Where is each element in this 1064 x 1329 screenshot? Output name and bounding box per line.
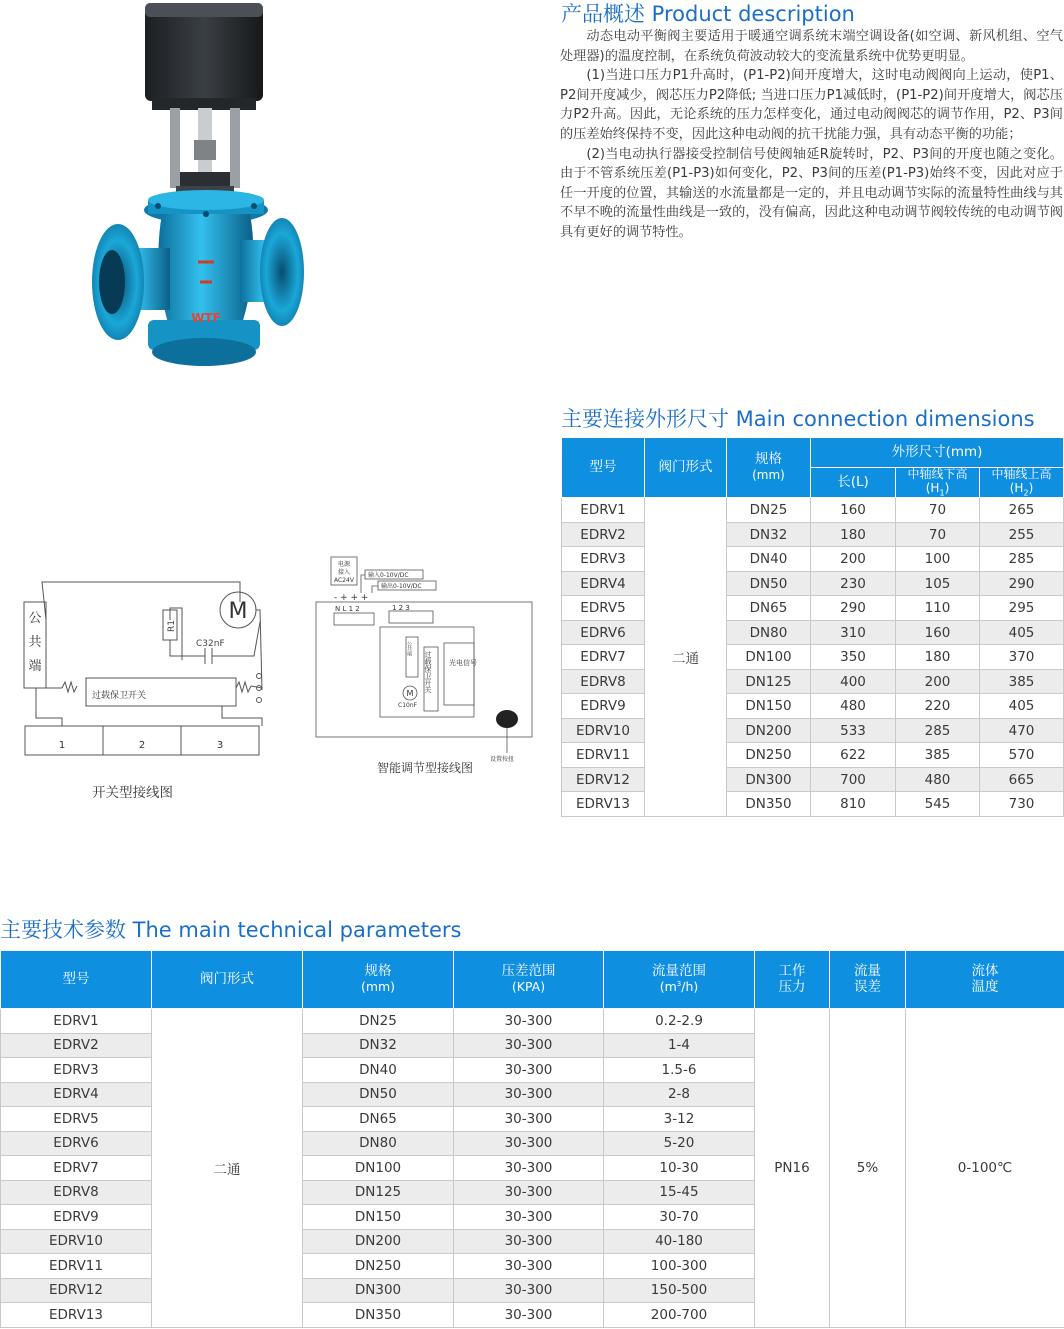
cell-length: 290 (811, 596, 896, 621)
valve-product-image (90, 0, 310, 385)
dim-header-length: 长(L) (811, 468, 896, 498)
cell-pressure-diff: 30-300 (454, 1009, 604, 1034)
cell-h1: 105 (896, 571, 980, 596)
valve-cast-label: WTF (191, 311, 221, 325)
cell-h1: 220 (896, 694, 980, 719)
cell-flow-range: 10-30 (604, 1156, 755, 1181)
cell-model: EDRV6 (562, 620, 645, 645)
cell-pressure-diff: 30-300 (454, 1107, 604, 1132)
smart-wiring-diagram (312, 555, 537, 765)
common-label-2: 共 (28, 635, 42, 650)
cell-model: EDRV9 (1, 1205, 152, 1230)
cell-length: 622 (811, 743, 896, 768)
cell-flow-range: 1.5-6 (604, 1058, 755, 1083)
cell-pressure-diff: 30-300 (454, 1082, 604, 1107)
cell-flow-range: 30-70 (604, 1205, 755, 1230)
overload-switch-label: 过载保卫开关 (92, 691, 147, 701)
cell-model: EDRV8 (1, 1180, 152, 1205)
cell-model: EDRV7 (562, 645, 645, 670)
cell-spec: DN125 (303, 1180, 454, 1205)
cell-flow-range: 3-12 (604, 1107, 755, 1132)
common-label-1: 公 (28, 611, 42, 626)
cell-model: EDRV3 (562, 547, 645, 572)
capacitor-label: C32nF (196, 639, 225, 649)
tech-header-pressure-diff: 压差范围 (KPA) (454, 951, 604, 1009)
cell-h2: 290 (980, 571, 1064, 596)
cell-flow-error: 5% (830, 1009, 906, 1328)
cell-model: EDRV6 (1, 1131, 152, 1156)
power-label-2: 接入 (337, 569, 351, 576)
cell-spec: DN65 (727, 596, 811, 621)
table-row (562, 669, 1064, 694)
cell-spec: DN80 (303, 1131, 454, 1156)
cell-model: EDRV4 (1, 1082, 152, 1107)
terminal-2: 2 (138, 740, 146, 751)
switch-wiring-diagram (22, 560, 272, 760)
cell-spec: DN200 (303, 1229, 454, 1254)
cell-flow-range: 40-180 (604, 1229, 755, 1254)
cell-length: 160 (811, 498, 896, 523)
cell-length: 700 (811, 767, 896, 792)
table-row (562, 718, 1064, 743)
cell-flow-range: 0.2-2.9 (604, 1009, 755, 1034)
cell-model: EDRV13 (1, 1303, 152, 1328)
cell-work-pressure: PN16 (755, 1009, 830, 1328)
cell-h2: 570 (980, 743, 1064, 768)
dim-header-h2: 中轴线上高$(H_2)$ (980, 468, 1064, 498)
polarity-signs: - + + + (334, 593, 369, 603)
table-row (562, 571, 1064, 596)
cell-flow-range: 100-300 (604, 1254, 755, 1279)
common-label: 公共端 (406, 641, 412, 656)
table-row (562, 547, 1064, 572)
cell-length: 310 (811, 620, 896, 645)
dim-header-model: 型号 (562, 438, 645, 498)
set-button-label: 设置按扭 (490, 756, 515, 763)
table-row (562, 498, 1064, 523)
table-row (562, 645, 1064, 670)
cell-h2: 405 (980, 694, 1064, 719)
description-title: 产品概述 Product description (561, 2, 855, 26)
cell-model: EDRV12 (1, 1278, 152, 1303)
cell-model: EDRV4 (562, 571, 645, 596)
cell-pressure-diff: 30-300 (454, 1254, 604, 1279)
cell-length: 230 (811, 571, 896, 596)
cell-spec: DN65 (303, 1107, 454, 1132)
cell-model: EDRV2 (562, 522, 645, 547)
terminal-labels-right: 1 2 3 (392, 604, 410, 612)
cell-h1: 160 (896, 620, 980, 645)
cell-h2: 730 (980, 792, 1064, 817)
table-row (562, 522, 1064, 547)
output-label: 输出0-10V/DC (381, 583, 422, 590)
cell-spec: DN350 (727, 792, 811, 817)
cell-spec: DN25 (727, 498, 811, 523)
switch-diagram-caption: 开关型接线图 (92, 785, 173, 801)
cell-h1: 480 (896, 767, 980, 792)
cell-h1: 545 (896, 792, 980, 817)
description-paragraph: 动态电动平衡阀主要适用于暖通空调系统末端空调设备(如空调、新风机组、空气处理器)的温度控制，在系统负荷波动较大的变流量系统中优势更明显。 (560, 29, 1063, 64)
motor-symbol: M (228, 599, 248, 624)
cell-spec: DN40 (727, 547, 811, 572)
tech-header-spec: 规格 (mm) (303, 951, 454, 1009)
cell-length: 533 (811, 718, 896, 743)
tech-header-work-pressure: 工作 压力 (755, 951, 830, 1009)
dim-header-spec: 规格 (mm) (727, 438, 811, 498)
cell-pressure-diff: 30-300 (454, 1131, 604, 1156)
cell-model: EDRV12 (562, 767, 645, 792)
dim-header-h1: 中轴线下高$(H_1)$ (896, 468, 980, 498)
cell-h2: 405 (980, 620, 1064, 645)
cell-length: 810 (811, 792, 896, 817)
cell-pressure-diff: 30-300 (454, 1229, 604, 1254)
cell-spec: DN300 (303, 1278, 454, 1303)
cell-model: EDRV11 (562, 743, 645, 768)
cell-length: 350 (811, 645, 896, 670)
cell-spec: DN100 (303, 1156, 454, 1181)
cell-model: EDRV3 (1, 1058, 152, 1083)
terminal-1: 1 (58, 740, 66, 751)
tech-header-flow: 流量范围 $(m^3/h)$ (604, 951, 755, 1009)
tech-header-fluid-temp: 流体 温度 (906, 951, 1064, 1009)
table-row (562, 596, 1064, 621)
cell-pressure-diff: 30-300 (454, 1303, 604, 1328)
cell-h2: 470 (980, 718, 1064, 743)
cell-spec: DN32 (727, 522, 811, 547)
description-text (560, 27, 1063, 243)
cell-spec: DN32 (303, 1033, 454, 1058)
cell-fluid-temp: 0-100℃ (906, 1009, 1064, 1328)
power-label-1: 电源 (337, 561, 351, 568)
cell-spec: DN125 (727, 669, 811, 694)
cell-flow-range: 5-20 (604, 1131, 755, 1156)
table-row (562, 620, 1064, 645)
dim-header-outer: 外形尺寸(mm) (811, 438, 1064, 468)
set-button-icon (496, 710, 518, 728)
cell-pressure-diff: 30-300 (454, 1180, 604, 1205)
cell-model: EDRV10 (562, 718, 645, 743)
cell-spec: DN300 (727, 767, 811, 792)
cell-model: EDRV9 (562, 694, 645, 719)
cell-model: EDRV1 (562, 498, 645, 523)
cell-spec: DN200 (727, 718, 811, 743)
dim-header-valve-type: 阀门形式 (645, 438, 727, 498)
cell-spec: DN40 (303, 1058, 454, 1083)
cell-valve-type: 二通 (645, 498, 727, 817)
dimensions-title: 主要连接外形尺寸 Main connection dimensions (561, 407, 1035, 431)
cell-pressure-diff: 30-300 (454, 1278, 604, 1303)
cell-spec: DN350 (303, 1303, 454, 1328)
cell-h1: 70 (896, 498, 980, 523)
cell-pressure-diff: 30-300 (454, 1033, 604, 1058)
cell-spec: DN150 (303, 1205, 454, 1230)
cell-flow-range: 200-700 (604, 1303, 755, 1328)
cell-spec: DN250 (303, 1254, 454, 1279)
cell-h1: 385 (896, 743, 980, 768)
table-row (562, 792, 1064, 817)
description-paragraph: (1)当进口压力P1升高时，(P1-P2)间开度增大，这时电动阀阀向上运动，使P1、P2间开度减少，阀芯压力P2降低; 当进口压力P1减低时，(P1-P2)间开度增大，阀芯压力P2升高。因此，无论系统的压力怎样变化，通过电动阀阀芯的调节作用，P2、P3间的压差始终保持不变，因此这种电动阀的抗干扰能力强，具有动态平衡的功能； (560, 68, 1063, 142)
dimensions-table (561, 437, 1064, 817)
cell-h1: 110 (896, 596, 980, 621)
smart-diagram-caption: 智能调节型接线图 (377, 761, 474, 775)
cell-spec: DN80 (727, 620, 811, 645)
cell-model: EDRV5 (562, 596, 645, 621)
tech-params-table (0, 950, 1064, 1328)
tech-header-flow-error: 流量 误差 (830, 951, 906, 1009)
table-row (1, 1009, 1064, 1034)
cell-model: EDRV2 (1, 1033, 152, 1058)
cell-flow-range: 1-4 (604, 1033, 755, 1058)
tech-header-valve-type: 阀门形式 (152, 951, 303, 1009)
cell-length: 200 (811, 547, 896, 572)
terminal-labels-left: N L 1 2 (335, 605, 360, 613)
r1-label: R1 (167, 620, 177, 632)
cell-spec: DN100 (727, 645, 811, 670)
cell-spec: DN250 (727, 743, 811, 768)
table-row (562, 694, 1064, 719)
cell-model: EDRV10 (1, 1229, 152, 1254)
cell-flow-range: 15-45 (604, 1180, 755, 1205)
cell-h1: 100 (896, 547, 980, 572)
cell-h1: 285 (896, 718, 980, 743)
input-label: 输入0-10V/DC (368, 572, 409, 579)
cell-pressure-diff: 30-300 (454, 1205, 604, 1230)
cell-model: EDRV5 (1, 1107, 152, 1132)
cell-h1: 180 (896, 645, 980, 670)
cell-h1: 200 (896, 669, 980, 694)
cell-model: EDRV7 (1, 1156, 152, 1181)
overload-label: 过载保卫开关 (424, 651, 432, 693)
cell-valve-type: 二通 (152, 1009, 303, 1328)
cell-model: EDRV1 (1, 1009, 152, 1034)
cell-spec: DN25 (303, 1009, 454, 1034)
sensor-label: 光电信号 (449, 659, 477, 667)
cell-spec: DN150 (727, 694, 811, 719)
cell-h2: 255 (980, 522, 1064, 547)
table-row (562, 767, 1064, 792)
cell-h1: 70 (896, 522, 980, 547)
cell-flow-range: 2-8 (604, 1082, 755, 1107)
cell-h2: 285 (980, 547, 1064, 572)
motor-symbol: M (406, 689, 414, 698)
cell-pressure-diff: 30-300 (454, 1156, 604, 1181)
cell-h2: 370 (980, 645, 1064, 670)
description-paragraph: (2)当电动执行器接受控制信号使阀轴延R旋转时，P2、P3间的开度也随之变化。由于不管系统压差(P1-P3)如何变化，P2、P3间的压差(P1-P3)始终不变，因此对应于任一开度的位置，其输送的水流量都是一定的，并且电动调节实际的流量特性曲线与其不早不晚的流量性曲线是一致的，没有偏高，因此这种电动调节阀较传统的电动调节阀具有更好的调节特性。 (560, 146, 1063, 240)
power-label-3: AC24V (334, 577, 354, 584)
cell-model: EDRV13 (562, 792, 645, 817)
cell-length: 480 (811, 694, 896, 719)
cell-length: 400 (811, 669, 896, 694)
cell-h2: 385 (980, 669, 1064, 694)
cell-pressure-diff: 30-300 (454, 1058, 604, 1083)
cell-model: EDRV8 (562, 669, 645, 694)
cell-spec: DN50 (303, 1082, 454, 1107)
cell-length: 180 (811, 522, 896, 547)
cell-spec: DN50 (727, 571, 811, 596)
tech-params-title: 主要技术参数 The main technical parameters (0, 918, 462, 942)
cell-h2: 665 (980, 767, 1064, 792)
tech-header-model: 型号 (1, 951, 152, 1009)
capacitor-label: C10nF (398, 702, 418, 709)
cell-h2: 295 (980, 596, 1064, 621)
common-label-3: 端 (28, 659, 42, 674)
cell-flow-range: 150-500 (604, 1278, 755, 1303)
terminal-3: 3 (216, 740, 224, 751)
cell-model: EDRV11 (1, 1254, 152, 1279)
table-row (562, 743, 1064, 768)
cell-h2: 265 (980, 498, 1064, 523)
